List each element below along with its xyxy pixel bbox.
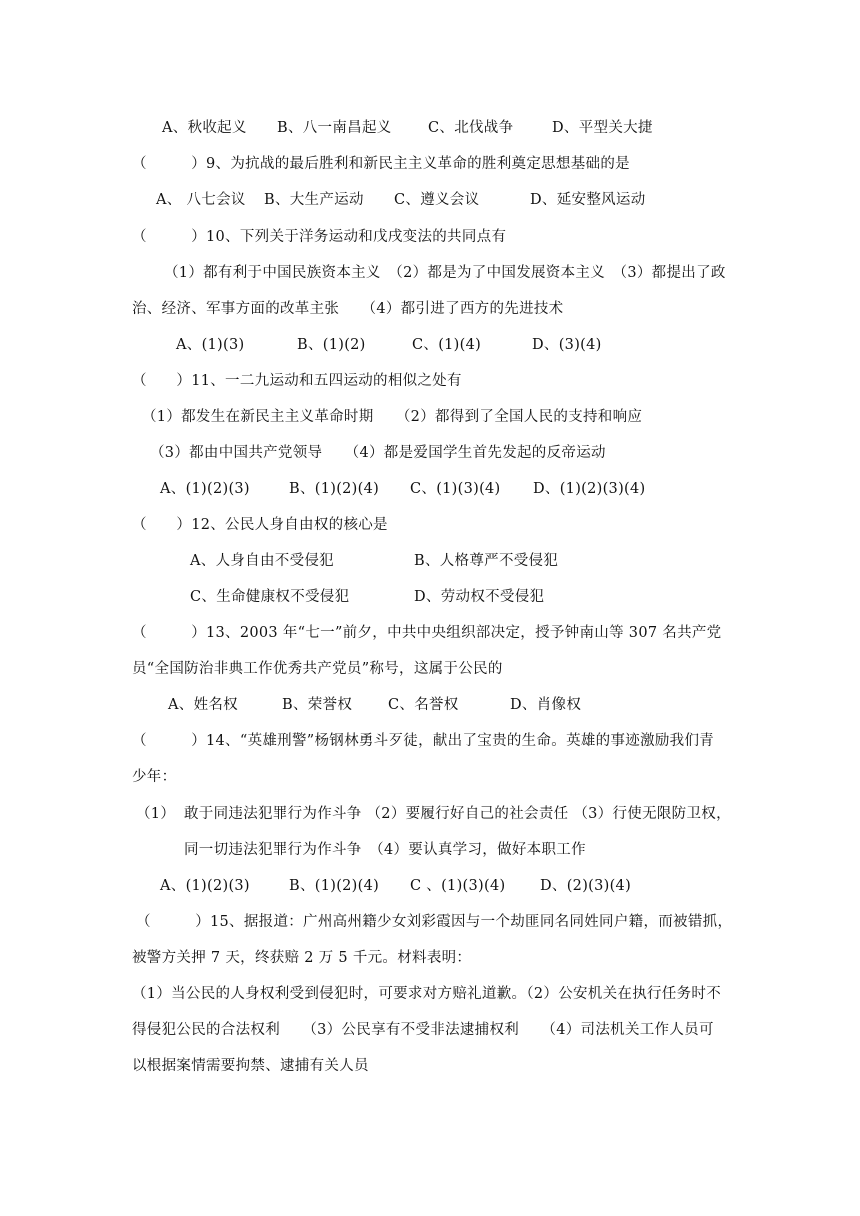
option-b: B、荣誉权	[282, 697, 353, 713]
option-b: B、大生产运动	[264, 192, 364, 208]
question-text: 少年：	[132, 769, 177, 785]
question-text: （ ）9、为抗战的最后胜利和新民主主义革命的胜利奠定思想基础的是	[132, 156, 630, 172]
option-a: A、人身自由不受侵犯	[190, 553, 334, 569]
question-text: （ ）10、下列关于洋务运动和戊戌变法的共同点有	[132, 229, 507, 245]
option-d: D、(3)(4)	[532, 337, 602, 353]
statement-number: （1）	[136, 806, 176, 822]
option-a: A、秋收起义	[162, 120, 247, 136]
option-d: D、(1)(2)(3)(4)	[533, 481, 646, 497]
statement-text: 敢于同违法犯罪行为作斗争 （2）要履行好自己的社会责任 （3）行使无限防卫权，	[184, 806, 731, 822]
statement-text: （1）都有利于中国民族资本主义 （2）都是为了中国发展资本主义 （3）都提出了政	[164, 265, 726, 281]
statement-text: （3）都由中国共产党领导 （4）都是爱国学生首先发起的反帝运动	[150, 445, 606, 461]
statement-text: （1）当公民的人身权利受到侵犯时，可要求对方赔礼道歉。（2）公安机关在执行任务时不	[132, 986, 721, 1002]
option-b: B、人格尊严不受侵犯	[414, 553, 559, 569]
option-c: C、名誉权	[388, 697, 459, 713]
statement-text: 治、经济、军事方面的改革主张 （4）都引进了西方的先进技术	[132, 301, 564, 317]
option-c: C、(1)(4)	[412, 337, 482, 353]
question-text: （ ）11、一二九运动和五四运动的相似之处有	[132, 373, 462, 389]
question-text: （ ）15、据报道：广州高州籍少女刘彩霞因与一个劫匪同名同姓同户籍，而被错抓，	[136, 914, 733, 930]
option-c: C 、(1)(3)(4)	[410, 878, 506, 894]
question-text: （ ）12、公民人身自由权的核心是	[132, 517, 388, 533]
option-b: B、(1)(2)(4)	[289, 481, 380, 497]
question-text: 员“全国防治非典工作优秀共产党员”称号，这属于公民的	[132, 661, 503, 677]
statement-text: （1）都发生在新民主主义革命时期 （2）都得到了全国人民的支持和响应	[142, 409, 643, 425]
option-b: B、八一南昌起义	[277, 120, 392, 136]
option-d: D、(2)(3)(4)	[540, 878, 632, 894]
option-b: B、(1)(2)(4)	[289, 878, 380, 894]
question-text: （ ）14、“英雄刑警”杨钢林勇斗歹徒，献出了宝贵的生命。英雄的事迹激励我们青	[132, 733, 715, 749]
option-c: C、生命健康权不受侵犯	[190, 589, 350, 605]
statement-text: 以根据案情需要拘禁、逮捕有关人员	[132, 1058, 369, 1074]
statement-text: 同一切违法犯罪行为作斗争 （4）要认真学习，做好本职工作	[184, 842, 586, 858]
option-a: A、(1)(2)(3)	[160, 481, 250, 497]
option-a: A、(1)(3)	[176, 337, 245, 353]
option-d: D、平型关大捷	[552, 120, 653, 136]
statement-text: 得侵犯公民的合法权利 （3）公民享有不受非法逮捕权利 （4）司法机关工作人员可	[132, 1022, 714, 1038]
option-a: A、 八七会议	[156, 192, 246, 208]
option-c: C、(1)(3)(4)	[410, 481, 501, 497]
option-a: A、(1)(2)(3)	[160, 878, 250, 894]
option-c: C、北伐战争	[428, 120, 514, 136]
option-d: D、延安整风运动	[530, 192, 646, 208]
option-a: A、姓名权	[168, 697, 238, 713]
option-d: D、劳动权不受侵犯	[414, 589, 545, 605]
option-c: C、遵义会议	[394, 192, 480, 208]
option-b: B、(1)(2)	[297, 337, 366, 353]
question-text: （ ）13、2003 年“七一”前夕，中共中央组织部决定，授予钟南山等 307 名共产党	[132, 625, 722, 641]
question-text: 被警方关押 7 天，终获赔 2 万 5 千元。材料表明：	[132, 950, 472, 966]
option-d: D、肖像权	[510, 697, 582, 713]
